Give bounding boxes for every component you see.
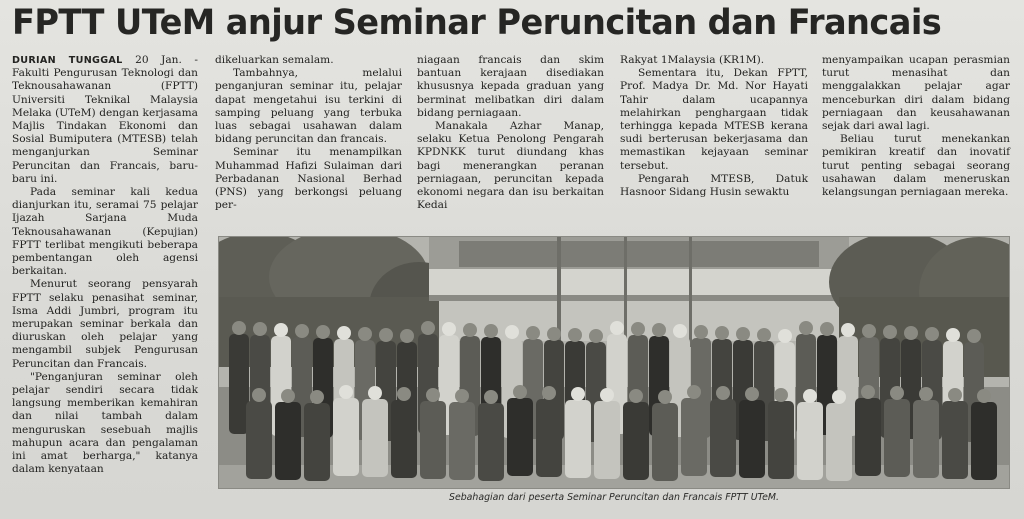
paragraph-text: 20 Jan. - Fakulti Pengurusan Teknologi dan Teknousahawanan (FPTT) Universiti Teknikal Malaysia Melaka (UTeM) dengan kerjasama Majlis Tindakan Ekonomi dan Sosial Bumiputera (MTESB) telah menganjurkan Seminar Peruncitan dan Francais, baru-baru ini. bbox=[12, 54, 199, 185]
dateline: DURIAN TUNGGAL bbox=[12, 55, 123, 66]
person-figure bbox=[855, 385, 881, 476]
person-figure bbox=[913, 387, 939, 478]
person-figure bbox=[275, 389, 301, 480]
person-figure bbox=[971, 389, 997, 480]
person-figure bbox=[797, 389, 823, 480]
article-column-4 bbox=[620, 54, 808, 199]
paragraph: Rakyat 1Malaysia (KR1M). bbox=[620, 54, 765, 66]
paragraph bbox=[12, 54, 198, 186]
paragraph: Pengarah MTESB, Datuk Hasnoor Sidang Husin sewaktu bbox=[620, 172, 808, 199]
paragraph: Manakala Azhar Manap, selaku Ketua Penolong Pengarah KPDNKK turut diundang khas bagi menerangkan peranan perniagaan, peruncitan kepada ekonomi negara dan isu berkaitan Kedai bbox=[417, 120, 604, 212]
person-figure bbox=[681, 385, 707, 476]
paragraph: "Penganjuran seminar oleh pelajar sendiri secara tidak langsung memberikan kemahiran dan nilai tambah dalam menguruskan sesebuah majlis mahupun acara dan pengalaman ini amat berharga," katanya dalam kenyataan bbox=[12, 370, 198, 476]
person-figure bbox=[333, 385, 359, 476]
paragraph: niagaan francais dan skim bantuan kerajaan disediakan khususnya kepada graduan yang berminat melibatkan diri dalam bidang perniagaan. bbox=[417, 54, 604, 119]
article-column-5 bbox=[822, 54, 1010, 199]
person-figure bbox=[652, 390, 678, 481]
person-figure bbox=[739, 387, 765, 478]
person-figure bbox=[507, 385, 533, 476]
person-figure bbox=[594, 388, 620, 479]
group-photo bbox=[218, 236, 1010, 489]
person-figure bbox=[362, 386, 388, 477]
paragraph: Menurut seorang pensyarah FPTT selaku penasihat seminar, Isma Addi Jumbri, program itu merupakan seminar berkala dan diuruskan oleh pelajar yang mengambil subjek Pengurusan Peruncitan dan Francais. bbox=[12, 278, 198, 370]
person-figure bbox=[710, 386, 736, 477]
person-figure bbox=[391, 387, 417, 478]
person-figure bbox=[826, 390, 852, 481]
person-figure bbox=[420, 388, 446, 479]
paragraph: Beliau turut menekankan pemikiran kreatif dan inovatif turut penting sebagai seorang usahawan dalam meneruskan kelangsungan perniagaan mereka. bbox=[822, 133, 1010, 199]
headline: FPTT UTeM anjur Seminar Peruncitan dan Francais bbox=[12, 3, 942, 43]
person-figure bbox=[246, 388, 272, 479]
article-column-3 bbox=[417, 54, 604, 212]
paragraph: menyampaikan ucapan perasmian turut menasihat dan menggalakkan pelajar agar menceburkan diri dalam bidang perniagaan dan keusahawanan sejak dari awal lagi. bbox=[822, 54, 1010, 133]
person-figure bbox=[884, 386, 910, 477]
person-figure bbox=[304, 390, 330, 481]
article-column-1 bbox=[12, 54, 198, 477]
group-photo-illustration bbox=[219, 237, 1010, 489]
person-figure bbox=[536, 386, 562, 477]
paragraph: Seminar itu menampilkan Muhammad Hafizi Sulaiman dari Perbadanan Nasional Berhad (PNS) yang berkongsi peluang per- bbox=[215, 146, 402, 212]
paragraph: Tambahnya, melalui penganjuran seminar itu, pelajar dapat mengetahui isu terkini di samping peluang yang terbuka luas sebagai usahawan dalam bidang peruncitan dan francais. bbox=[215, 67, 402, 146]
person-figure bbox=[478, 390, 504, 481]
paragraph: dikeluarkan semalam. bbox=[215, 54, 334, 66]
person-figure bbox=[623, 389, 649, 480]
paragraph: Sementara itu, Dekan FPTT, Prof. Madya Dr. Md. Nor Hayati Tahir dalam ucapannya melahirkan penghargaan tidak terhingga kepada MTESB kerana sudi berterusan bekerjasama dan memastikan kejayaan seminar tersebut. bbox=[620, 67, 808, 172]
photo-caption: Sebahagian dari peserta Seminar Peruncitan dan Francais FPTT UTeM. bbox=[449, 492, 779, 503]
person-figure bbox=[565, 387, 591, 478]
person-figure bbox=[449, 389, 475, 480]
person-figure bbox=[768, 388, 794, 479]
paragraph: Pada seminar kali kedua dianjurkan itu, seramai 75 pelajar Ijazah Sarjana Muda Teknousahawanan (Kepujian) FPTT terlibat mengikuti beberapa pembentangan oleh agensi berkaitan. bbox=[12, 186, 198, 278]
person-figure bbox=[942, 388, 968, 479]
article-column-2 bbox=[215, 54, 402, 212]
